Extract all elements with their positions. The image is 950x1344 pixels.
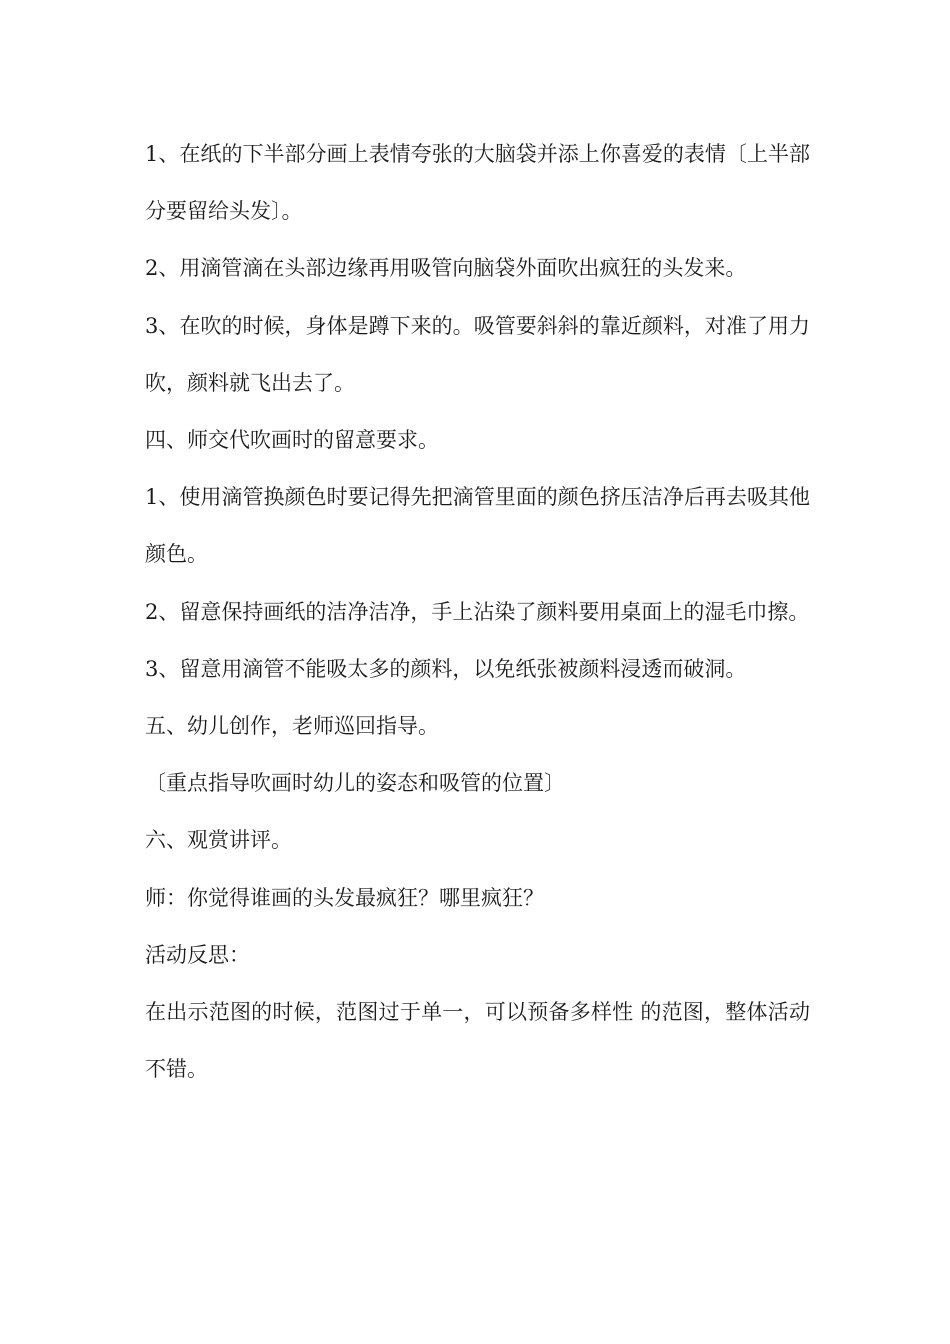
paragraph-step-2: 2、用滴管滴在头部边缘再用吸管向脑袋外面吹出疯狂的头发来。 <box>145 256 747 281</box>
paragraph-requirement-2: 2、留意保持画纸的洁净洁净，手上沾染了颜料要用桌面上的湿毛巾擦。 <box>145 599 810 624</box>
paragraph-step-1: 1、在纸的下半部分画上表情夸张的大脑袋并添上你喜爱的表情〔上半部分要留给头发〕。 <box>145 142 810 224</box>
document-body <box>145 126 810 1098</box>
section-heading-4: 四、师交代吹画时的留意要求。 <box>145 428 439 453</box>
paragraph-requirement-1: 1、使用滴管换颜色时要记得先把滴管里面的颜色挤压洁净后再去吸其他颜色。 <box>145 485 810 567</box>
paragraph-note: 〔重点指导吹画时幼儿的姿态和吸管的位置〕 <box>145 771 565 796</box>
paragraph-step-3: 3、在吹的时候，身体是蹲下来的。吸管要斜斜的靠近颜料，对准了用力吹，颜料就飞出去了。 <box>145 313 810 395</box>
paragraph-reflection: 在出示范图的时候，范图过于单一，可以预备多样性 的范图，整体活动不错。 <box>145 1000 810 1082</box>
reflection-heading: 活动反思： <box>145 942 250 967</box>
section-heading-6: 六、观赏讲评。 <box>145 828 292 853</box>
paragraph-teacher-question: 师：你觉得谁画的头发最疯狂？哪里疯狂？ <box>145 885 544 910</box>
section-heading-5: 五、幼儿创作，老师巡回指导。 <box>145 714 439 739</box>
paragraph-requirement-3: 3、留意用滴管不能吸太多的颜料，以免纸张被颜料浸透而破洞。 <box>145 656 747 681</box>
